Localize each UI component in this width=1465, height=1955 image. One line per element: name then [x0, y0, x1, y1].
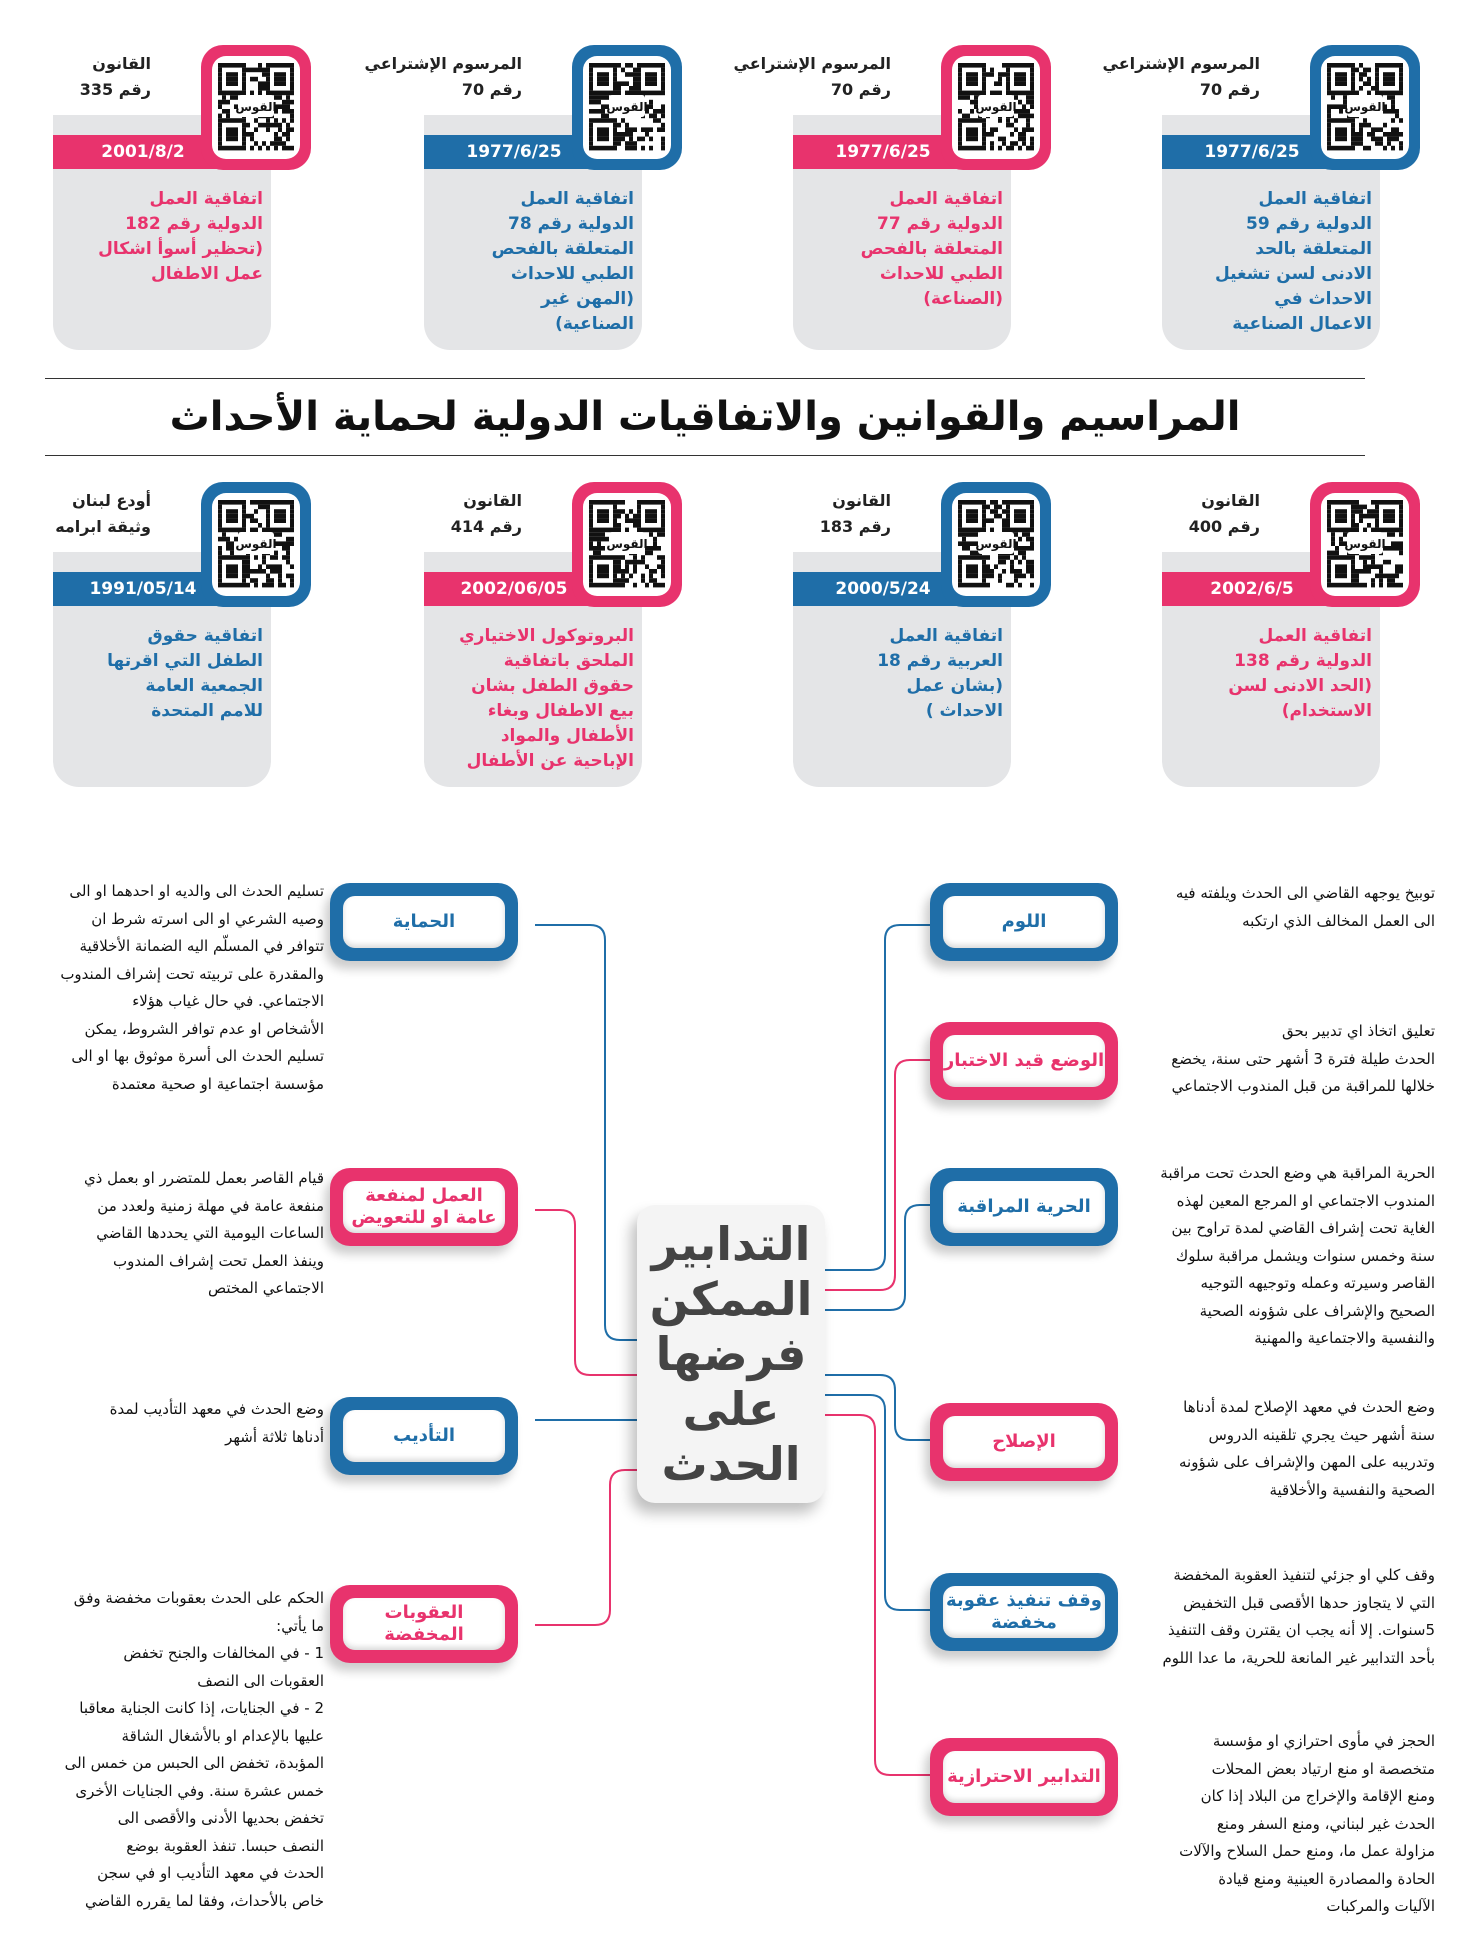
qr-icon	[589, 500, 665, 589]
qr-icon	[589, 63, 665, 152]
text-line: العربية رقم 18	[877, 651, 1003, 671]
measure-text	[1135, 1018, 1435, 1101]
text-line: اتفاقية العمل	[1258, 189, 1372, 209]
measure-node-probation[interactable]	[930, 1022, 1118, 1100]
text-line: قيام القاصر بعمل للمتضرر او بعمل ذي	[83, 1169, 324, 1187]
text-line: للامم المتحدة	[151, 701, 263, 721]
law-kind: المرسوم الإشتراعي	[1102, 54, 1260, 73]
text-line: وتدريبه على المهن والإشراف على شؤونه	[1178, 1453, 1435, 1471]
measure-node-protection[interactable]	[330, 883, 518, 961]
measure-text	[1135, 1562, 1435, 1672]
measure-node-supervised-freedom[interactable]	[930, 1168, 1118, 1246]
text-line: الحرية المراقبة هي وضع الحدث تحت مراقبة	[1160, 1164, 1435, 1182]
law-number: رقم 414	[450, 517, 522, 536]
text-line: (بشان عمل	[906, 676, 1003, 696]
text-line: تتوافر في المسلّم اليه الضمانة الأخلاقية	[79, 937, 324, 955]
text-line: الحكم على الحدث بعقوبات مخفضة وفق	[73, 1589, 324, 1607]
text-line: خمس عشرة سنة. وفي الجنايات الأخرى	[75, 1781, 324, 1800]
text-line: وينفذ العمل تحت إشراف المندوب	[113, 1251, 324, 1270]
text-line: الحدث طيلة فترة 3 أشهر حتى سنة، يخضع	[1171, 1049, 1435, 1068]
text-line: الملحق باتفاقية	[503, 651, 634, 671]
law-card	[793, 482, 1017, 787]
qr-code[interactable]	[201, 482, 311, 607]
law-card	[1162, 482, 1386, 787]
text-line: الدولية رقم 59	[1246, 214, 1372, 234]
law-number: رقم 183	[819, 517, 891, 536]
measure-label: الحماية	[343, 896, 505, 948]
qr-logo-text: القوس	[606, 100, 648, 114]
text-line: الدولية رقم 77	[877, 214, 1003, 234]
text-line: المؤبدة، تخفض الى الحبس من خمس الى	[64, 1754, 324, 1772]
text-line: حقوق الطفل بشان	[471, 676, 634, 696]
measure-text	[1135, 1728, 1435, 1921]
text-line: البروتوكول الاختياري	[459, 626, 634, 646]
measure-label: التدابير الاحترازية	[943, 1751, 1105, 1803]
law-number: رقم 70	[461, 80, 522, 99]
law-date: 1977/6/25	[1162, 135, 1342, 169]
text-line: وصيه الشرعي او الى اسرته شرط ان	[91, 909, 324, 928]
measure-label: الإصلاح	[943, 1416, 1105, 1468]
law-kind: أودع لبنان	[72, 491, 151, 510]
text-line: متخصصة او منع ارتياد بعض المحلات	[1211, 1759, 1435, 1778]
measure-label: اللوم	[943, 896, 1105, 948]
law-card	[53, 45, 277, 350]
text-line: الاستخدام)	[1281, 701, 1372, 721]
text-line: الإباحية عن الأطفال	[466, 751, 634, 771]
text-line: الاجتماعي. في حال غياب هؤلاء	[132, 992, 324, 1010]
text-line: الاجتماعي المختص	[208, 1279, 324, 1297]
law-description	[394, 187, 634, 337]
measure-node-reform[interactable]	[930, 1403, 1118, 1481]
qr-icon	[1327, 63, 1403, 152]
text-line: (الحد الادنى لسن	[1228, 676, 1372, 696]
qr-icon	[958, 63, 1034, 152]
text-line: المندوب الاجتماعي او المرجع المعين لهذه	[1176, 1191, 1435, 1210]
text-line: والنفسية والاجتماعية والمهنية	[1254, 1329, 1435, 1347]
law-description	[394, 624, 634, 774]
text-line: الدولية رقم 138	[1234, 651, 1372, 671]
text-line: الطفل التي اقرتها	[107, 651, 263, 671]
law-date: 1977/6/25	[424, 135, 604, 169]
qr-code[interactable]	[572, 482, 682, 607]
text-line: سنة وخمس سنوات ويشمل مراقبة سلوك	[1175, 1246, 1435, 1265]
law-date: 1991/05/14	[53, 572, 233, 606]
text-line: 1 - في المخالفات والجنح تخفض	[123, 1644, 324, 1662]
text-line: العقوبات الى النصف	[197, 1671, 324, 1690]
qr-code[interactable]	[941, 45, 1051, 170]
law-date: 2002/06/05	[424, 572, 604, 606]
law-card	[733, 45, 1017, 350]
text-line: ومنع الإقامة والإخراج من البلاد إذا كان	[1200, 1787, 1435, 1805]
law-kind: القانون	[463, 491, 522, 510]
text-line: الاعمال الصناعية	[1232, 314, 1372, 334]
text-line: تسليم الحدث الى والديه او احدهما او الى	[69, 882, 324, 900]
text-line: الجمعية العامة	[145, 676, 263, 696]
measure-label: الحرية المراقبة	[943, 1181, 1105, 1233]
text-line: الطبي للاحداث	[510, 264, 634, 284]
text-line: الحدث غير لبناني، ومنع السفر ومنع	[1216, 1814, 1435, 1833]
law-number: رقم 70	[830, 80, 891, 99]
text-line: أدناها ثلاثة أشهر	[225, 1427, 324, 1446]
text-line: الطبي للاحداث	[879, 264, 1003, 284]
text-line: خلالها للمراقبة من قبل المندوب الاجتماعي	[1171, 1077, 1435, 1095]
qr-logo-text: القوس	[606, 537, 648, 551]
qr-code[interactable]	[941, 482, 1051, 607]
text-line: وقف كلي او جزئي لتنفيذ العقوبة المخفضة	[1173, 1566, 1435, 1584]
center-title: التدابير الممكن فرضها على الحدث	[637, 1205, 825, 1503]
text-line: 2 - في الجنايات، إذا كانت الجناية معاقبا	[79, 1699, 324, 1717]
law-kind: القانون	[1201, 491, 1260, 510]
law-card	[53, 482, 277, 787]
measure-text	[28, 878, 324, 1098]
qr-code[interactable]	[572, 45, 682, 170]
text-line: التي لا يتجاوز حدها الأقصى قبل التخفيض	[1183, 1593, 1435, 1612]
measure-text	[1135, 1160, 1435, 1353]
law-description	[23, 187, 263, 287]
law-number: رقم 400	[1188, 517, 1260, 536]
text-line: الدولية رقم 182	[125, 214, 263, 234]
measure-node-reprimand[interactable]	[930, 883, 1118, 961]
law-number: رقم 70	[1199, 80, 1260, 99]
text-line: (الصناعة)	[923, 289, 1003, 309]
text-line: الغاية تحت إشراف القاضي لمدة تراوح بين	[1171, 1219, 1435, 1237]
text-line: منفعة عامة في مهلة زمنية ولعدد من	[97, 1196, 324, 1215]
text-line: الحجز في مأوى احترازي او مؤسسة	[1212, 1732, 1435, 1750]
measure-text	[28, 1585, 324, 1915]
text-line: الى العمل المخالف الذي ارتكبه	[1242, 911, 1435, 930]
text-line: الدولية رقم 78	[508, 214, 634, 234]
text-line: الآليات والمركبات	[1326, 1897, 1435, 1915]
measure-label: العمل لمنفعة عامة او للتعويض	[343, 1181, 505, 1233]
qr-icon	[1327, 500, 1403, 589]
qr-logo-text: القوس	[975, 100, 1017, 114]
measure-text	[28, 1396, 324, 1451]
text-line: المتعلقة بالحد	[1255, 239, 1372, 259]
text-line: تسليم الحدث الى أسرة موثوق بها او الى	[71, 1047, 324, 1065]
law-description	[1132, 187, 1372, 337]
qr-icon	[958, 500, 1034, 589]
law-card	[424, 482, 648, 787]
text-line: سنة أشهر حيث يجري تلقينه الدروس	[1208, 1425, 1435, 1444]
text-line: تخفض بحديها الأدنى والأقصى الى	[117, 1809, 324, 1827]
text-line: اتفاقية العمل	[149, 189, 263, 209]
text-line: 5سنوات. إلا أنه يجب ان يقترن وقف التنفيذ	[1167, 1621, 1435, 1639]
law-card	[1102, 45, 1386, 350]
text-line: اتفاقية العمل	[889, 626, 1003, 646]
text-line: عمل الاطفال	[151, 264, 263, 284]
text-line: تعليق اتخاذ اي تدبير بحق	[1281, 1022, 1435, 1040]
law-number: وثيقة ابرامه	[55, 517, 151, 536]
qr-logo-text: القوس	[975, 537, 1017, 551]
text-line: الحدث في معهد التأديب او في سجن	[97, 1864, 324, 1882]
law-date: 1977/6/25	[793, 135, 973, 169]
law-date: 2000/5/24	[793, 572, 973, 606]
qr-icon	[218, 63, 294, 152]
text-line: الادنى لسن تشغيل	[1214, 264, 1372, 284]
text-line: الساعات اليومية التي يحددها القاضي	[96, 1224, 324, 1242]
law-date: 2001/8/2	[53, 135, 233, 169]
text-line: عليها بالإعدام او بالأشغال الشاقة	[121, 1726, 324, 1745]
measure-node-discipline[interactable]	[330, 1397, 518, 1475]
qr-logo-text: القوس	[1344, 537, 1386, 551]
law-description	[1132, 624, 1372, 724]
law-description	[763, 187, 1003, 312]
text-line: القاصر وسيرته وعمله وتوجيهه التوجيه	[1200, 1274, 1435, 1292]
text-line: (تحظير أسوأ اشكال	[98, 239, 263, 259]
law-kind: المرسوم الإشتراعي	[733, 54, 891, 73]
measure-node-reduced-penalties[interactable]	[330, 1585, 518, 1663]
measure-label: التأديب	[343, 1410, 505, 1462]
text-line: ما يأتي:	[276, 1616, 324, 1635]
law-kind: القانون	[92, 54, 151, 73]
law-kind: القانون	[832, 491, 891, 510]
measure-text	[1135, 880, 1435, 935]
law-description	[23, 624, 263, 724]
text-line: الاحداث )	[925, 701, 1003, 721]
text-line: الصناعية)	[555, 314, 634, 334]
text-line: بأحد التدابير غير المانعة للحرية، ما عدا اللوم	[1162, 1648, 1435, 1667]
measure-label: وقف تنفيذ عقوبة مخفضة	[943, 1586, 1105, 1638]
law-number: رقم 335	[79, 80, 151, 99]
text-line: اتفاقية حقوق	[147, 626, 263, 646]
text-line: اتفاقية العمل	[889, 189, 1003, 209]
qr-code[interactable]	[1310, 482, 1420, 607]
measure-node-community-work[interactable]	[330, 1168, 518, 1246]
qr-code[interactable]	[1310, 45, 1420, 170]
text-line: الصحية والنفسية والأخلاقية	[1269, 1480, 1435, 1499]
qr-logo-text: القوس	[235, 537, 277, 551]
text-line: مؤسسة اجتماعية او صحية معتمدة	[111, 1074, 324, 1093]
text-line: الصحيح والإشراف على شؤونه الصحية	[1199, 1301, 1435, 1320]
qr-logo-text: القوس	[235, 100, 277, 114]
law-card	[364, 45, 648, 350]
text-line: مزاولة عمل ما، ومنع حمل السلاح والآلات	[1179, 1842, 1435, 1860]
measure-text	[28, 1165, 324, 1303]
qr-code[interactable]	[201, 45, 311, 170]
measure-text	[1135, 1394, 1435, 1504]
text-line: الاحداث في	[1274, 289, 1372, 309]
page-title: المراسيم والقوانين والاتفاقيات الدولية لحماية الأحداث	[45, 378, 1365, 456]
text-line: النصف حبسا. تنفذ العقوبة بوضع	[126, 1836, 324, 1855]
text-line: المتعلقة بالفحص	[491, 239, 634, 259]
text-line: بيع الاطفال وبغاء	[487, 701, 634, 721]
law-description	[763, 624, 1003, 724]
text-line: اتفاقية العمل	[520, 189, 634, 209]
text-line: الحادة والمصادرة العينية ومنع قيادة	[1218, 1869, 1435, 1888]
text-line: خاص بالأحداث، وفقا لما يقرره القاضي	[84, 1891, 324, 1910]
qr-logo-text: القوس	[1344, 100, 1386, 114]
text-line: وضع الحدث في معهد التأديب لمدة	[109, 1400, 324, 1418]
qr-icon	[218, 500, 294, 589]
measure-node-precautionary[interactable]	[930, 1738, 1118, 1816]
measure-label: الوضع قيد الاختبار	[943, 1035, 1105, 1087]
text-line: (المهن غير	[541, 289, 634, 309]
law-date: 2002/6/5	[1162, 572, 1342, 606]
text-line: اتفاقية العمل	[1258, 626, 1372, 646]
law-kind: المرسوم الإشتراعي	[364, 54, 522, 73]
text-line: الأشخاص او عدم توافر الشروط، يمكن	[84, 1019, 324, 1038]
text-line: المتعلقة بالفحص	[860, 239, 1003, 259]
measure-label: العقوبات المخفضة	[343, 1598, 505, 1650]
text-line: توبيخ يوجهه القاضي الى الحدث ويلفته فيه	[1175, 884, 1435, 902]
text-line: الأطفال والمواد	[500, 726, 634, 746]
text-line: وضع الحدث في معهد الإصلاح لمدة أدناها	[1183, 1398, 1435, 1416]
text-line: والمقدرة على تربيته تحت إشراف المندوب	[60, 964, 324, 983]
measure-node-suspended-sentence[interactable]	[930, 1573, 1118, 1651]
